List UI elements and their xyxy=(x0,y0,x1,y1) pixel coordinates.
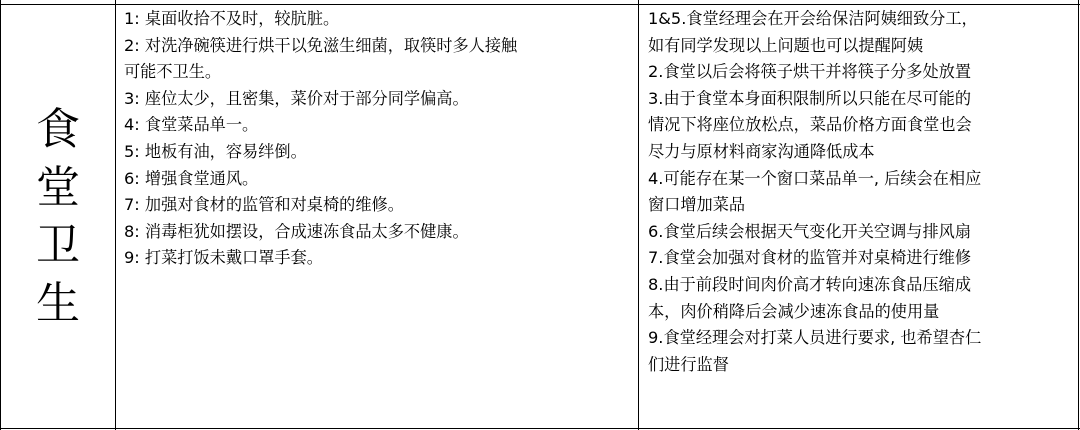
response-line: 尽力与原材料商家沟通降低成本 xyxy=(648,141,875,161)
section-title-char: 食 xyxy=(36,103,80,155)
response-line: 本，肉价稍降后会减少速冻食品的使用量 xyxy=(648,301,940,321)
section-title-char: 卫 xyxy=(36,219,80,271)
column-divider xyxy=(115,0,116,430)
problem-line: 7: 加强对食材的监管和对桌椅的维修。 xyxy=(124,195,404,215)
problems-column xyxy=(124,6,632,272)
problem-line: 8: 消毒柜犹如摆设，合成速冻食品太多不健康。 xyxy=(124,221,469,241)
problem-line: 1: 桌面收拾不及时，较肮脏。 xyxy=(124,9,340,28)
response-line: 6.食堂后续会根据天气变化开关空调与排风扇 xyxy=(648,221,972,241)
responses-column xyxy=(648,6,1074,378)
response-line: 2.食堂以后会将筷子烘干并将筷子分多处放置 xyxy=(648,62,972,82)
column-divider xyxy=(1078,0,1079,430)
problem-line: 9: 打菜打饭未戴口罩手套。 xyxy=(124,248,323,268)
problem-line: 4: 食堂菜品单一。 xyxy=(124,115,259,135)
response-line: 3.由于食堂本身面积限制所以只能在尽可能的 xyxy=(648,88,972,108)
problem-line: 可能不卫生。 xyxy=(124,62,222,82)
problem-line: 2: 对洗净碗筷进行烘干以免滋生细菌，取筷时多人接触 xyxy=(124,35,518,55)
column-divider xyxy=(638,0,639,430)
table-top-border xyxy=(0,4,1080,5)
problem-line: 6: 增强食堂通风。 xyxy=(124,168,259,188)
response-line: 1&5.食堂经理会在开会给保洁阿姨细致分工， xyxy=(648,9,978,28)
problem-line: 3: 座位太少，且密集，菜价对于部分同学偏高。 xyxy=(124,88,469,108)
section-title-char: 生 xyxy=(36,277,80,329)
response-line: 8.由于前段时间肉价高才转向速冻食品压缩成 xyxy=(648,274,972,294)
problem-line: 5: 地板有油，容易绊倒。 xyxy=(124,141,307,161)
section-title xyxy=(1,5,115,428)
table-bottom-border xyxy=(0,428,1080,429)
response-line: 如有同学发现以上问题也可以提醒阿姨 xyxy=(648,35,924,55)
response-line: 们进行监督 xyxy=(648,354,729,374)
section-title-char: 堂 xyxy=(36,161,80,213)
response-line: 窗口增加菜品 xyxy=(648,195,746,215)
response-line: 7.食堂会加强对食材的监管并对桌椅进行维修 xyxy=(648,248,972,268)
response-line: 4.可能存在某一个窗口菜品单一, 后续会在相应 xyxy=(648,168,982,188)
response-line: 情况下将座位放松点，菜品价格方面食堂也会 xyxy=(648,115,972,135)
response-line: 9.食堂经理会对打菜人员进行要求, 也希望杏仁 xyxy=(648,328,982,348)
